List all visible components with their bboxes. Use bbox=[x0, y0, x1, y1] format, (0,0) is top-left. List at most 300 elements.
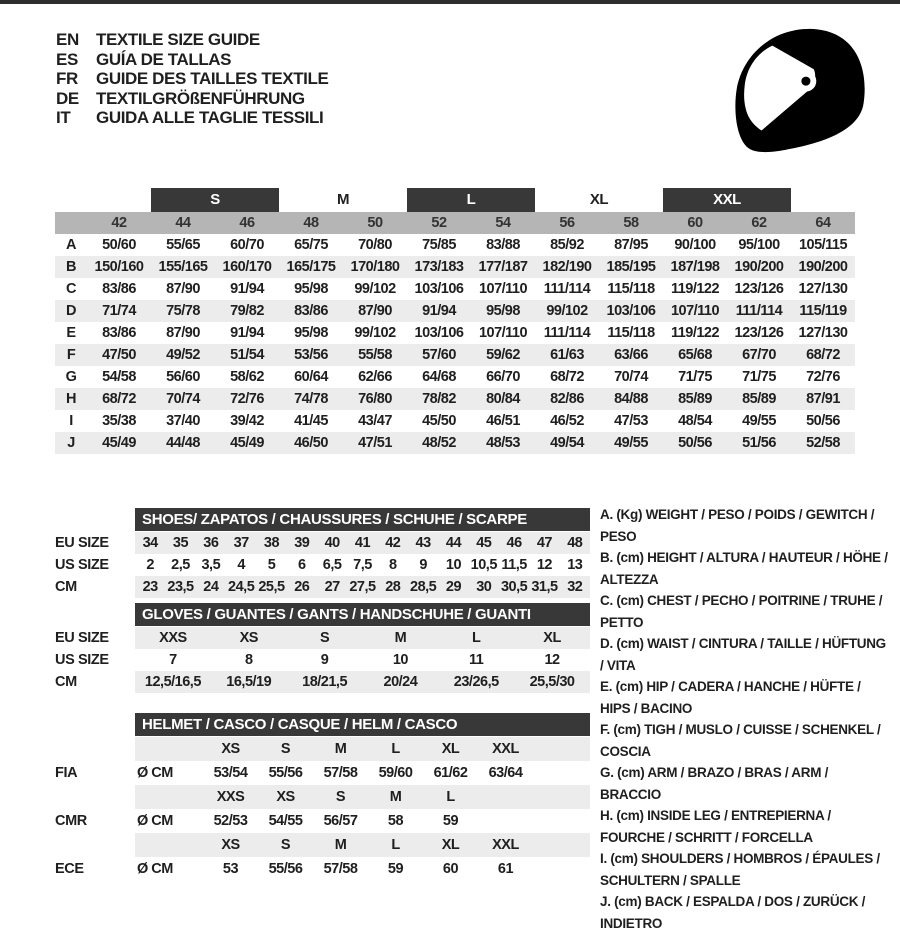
measure-value: 39/42 bbox=[230, 413, 264, 429]
guide-title: GUIDA ALLE TAGLIE TESSILI bbox=[96, 108, 324, 127]
measure-value: 83/86 bbox=[294, 303, 328, 319]
measure-value: 115/119 bbox=[799, 303, 847, 319]
measure-value: 61/63 bbox=[550, 347, 584, 363]
table-row bbox=[55, 554, 590, 576]
value-cell: 59/60 bbox=[378, 765, 413, 781]
measure-value: 115/118 bbox=[607, 281, 655, 297]
value-cell: 60 bbox=[442, 861, 459, 877]
value-cell: 57/58 bbox=[323, 861, 358, 877]
measure-value: 87/90 bbox=[166, 325, 200, 341]
value-cell: 61/62 bbox=[433, 765, 468, 781]
measure-value: 45/49 bbox=[102, 435, 136, 451]
row-cells bbox=[135, 761, 590, 785]
language-row bbox=[56, 108, 328, 128]
helmet-size-table bbox=[55, 712, 590, 881]
measure-value: 99/102 bbox=[546, 303, 588, 319]
lead-cell: Ø CM bbox=[137, 861, 173, 877]
measure-value: 90/100 bbox=[674, 237, 716, 253]
value-cell: 55/56 bbox=[268, 861, 303, 877]
measure-value: 64/68 bbox=[422, 369, 456, 385]
size-number: 44 bbox=[175, 215, 191, 231]
measure-row-label: H bbox=[66, 391, 76, 407]
value-cell: 24 bbox=[203, 579, 219, 595]
helmet-icon bbox=[726, 22, 874, 162]
measure-value: 60/70 bbox=[230, 237, 264, 253]
value-cell: 12,5/16,5 bbox=[144, 674, 201, 690]
language-row bbox=[56, 69, 328, 89]
value-cell: XL bbox=[441, 837, 460, 853]
value-cell: 10 bbox=[445, 557, 462, 573]
value-cell: 35 bbox=[172, 535, 189, 551]
measure-value: 79/82 bbox=[230, 303, 264, 319]
row-cells bbox=[135, 857, 590, 881]
measure-value: 59/62 bbox=[486, 347, 520, 363]
measure-row-label: D bbox=[66, 303, 76, 319]
measure-value: 185/195 bbox=[606, 259, 656, 275]
value-cell: 42 bbox=[385, 535, 401, 551]
value-cell: 54/55 bbox=[268, 813, 303, 829]
measure-value: 80/84 bbox=[486, 391, 520, 407]
value-cell: 63/64 bbox=[488, 765, 523, 781]
value-cell: 52/53 bbox=[213, 813, 248, 829]
row-cells bbox=[135, 833, 590, 857]
measure-row bbox=[55, 322, 855, 344]
value-cell: 36 bbox=[203, 535, 219, 551]
measure-row-label: E bbox=[66, 325, 76, 341]
value-cell: 9 bbox=[419, 557, 427, 573]
value-cell: 6,5 bbox=[322, 557, 342, 573]
value-cell: 26 bbox=[294, 579, 310, 595]
measure-value: 187/198 bbox=[670, 259, 720, 275]
language-code: IT bbox=[56, 108, 71, 127]
measure-value: 50/56 bbox=[806, 413, 840, 429]
measure-value: 83/86 bbox=[102, 325, 136, 341]
row-label: ECE bbox=[55, 861, 84, 877]
size-number: 62 bbox=[751, 215, 767, 231]
value-cell: 9 bbox=[320, 652, 329, 668]
measure-value: 60/64 bbox=[294, 369, 328, 385]
measure-value: 62/66 bbox=[358, 369, 392, 385]
value-cell: 27,5 bbox=[349, 579, 376, 595]
table-row bbox=[55, 671, 590, 693]
size-number: 54 bbox=[495, 215, 511, 231]
value-cell: 55/56 bbox=[268, 765, 303, 781]
row-cells bbox=[135, 809, 590, 833]
measure-value: 111/114 bbox=[543, 325, 591, 341]
value-cell: 23 bbox=[142, 579, 158, 595]
value-cell: 10,5 bbox=[470, 557, 497, 573]
value-cell: XS bbox=[221, 837, 240, 853]
legend-item: A. (Kg) WEIGHT / PESO / POIDS / GEWITCH / PESO bbox=[600, 507, 875, 544]
measure-value: 48/52 bbox=[422, 435, 456, 451]
row-cells bbox=[135, 576, 590, 598]
row-label: CM bbox=[55, 579, 77, 595]
value-cell: 45 bbox=[476, 535, 492, 551]
value-cell: 8 bbox=[244, 652, 253, 668]
value-cell: 32 bbox=[567, 579, 583, 595]
size-number: 52 bbox=[431, 215, 447, 231]
value-cell: 28,5 bbox=[410, 579, 437, 595]
measure-value: 72/76 bbox=[230, 391, 264, 407]
measure-value: 165/175 bbox=[286, 259, 336, 275]
row-cells bbox=[135, 649, 590, 671]
measure-row bbox=[55, 234, 855, 256]
value-cell: 47 bbox=[536, 535, 552, 551]
shoes-size-table bbox=[55, 508, 590, 598]
legend-item: J. (cm) BACK / ESPALDA / DOS / ZURÜCK / INDIETRO bbox=[600, 894, 866, 931]
measure-value: 72/76 bbox=[806, 369, 840, 385]
measure-value: 44/48 bbox=[166, 435, 200, 451]
measure-value: 190/200 bbox=[734, 259, 784, 275]
measure-value: 107/110 bbox=[478, 325, 528, 341]
value-cell: XXL bbox=[492, 741, 519, 757]
row-label: US SIZE bbox=[55, 652, 109, 668]
measure-value: 170/180 bbox=[350, 259, 400, 275]
measure-value: 78/82 bbox=[422, 391, 456, 407]
table-row bbox=[55, 649, 590, 671]
measure-value: 70/80 bbox=[358, 237, 392, 253]
measure-value: 65/75 bbox=[294, 237, 328, 253]
measure-value: 85/89 bbox=[742, 391, 776, 407]
value-cell: XXS bbox=[159, 630, 187, 646]
measure-value: 82/86 bbox=[550, 391, 584, 407]
measure-value: 46/52 bbox=[550, 413, 584, 429]
measure-value: 190/200 bbox=[798, 259, 848, 275]
table-row bbox=[55, 833, 590, 857]
measure-value: 127/130 bbox=[798, 281, 848, 297]
measure-value: 45/49 bbox=[230, 435, 264, 451]
measure-value: 123/126 bbox=[734, 325, 784, 341]
measure-value: 103/106 bbox=[606, 303, 656, 319]
textile-size-table bbox=[55, 188, 855, 454]
size-group-row bbox=[55, 188, 855, 212]
top-border-rule bbox=[0, 0, 900, 4]
legend-item: B. (cm) HEIGHT / ALTURA / HAUTEUR / HÖHE / ALTEZZA bbox=[600, 550, 888, 587]
measure-value: 87/90 bbox=[166, 281, 200, 297]
value-cell: S bbox=[335, 789, 346, 805]
value-cell: 57/58 bbox=[323, 765, 358, 781]
measure-value: 91/94 bbox=[230, 281, 264, 297]
measure-value: 49/52 bbox=[166, 347, 200, 363]
measure-value: 127/130 bbox=[798, 325, 848, 341]
measure-row-label: F bbox=[66, 347, 76, 363]
value-cell: 29 bbox=[445, 579, 462, 595]
measure-value: 58/62 bbox=[230, 369, 264, 385]
table-title-row bbox=[55, 603, 590, 626]
value-cell: 27 bbox=[324, 579, 340, 595]
size-number: 42 bbox=[111, 215, 127, 231]
measure-value: 155/165 bbox=[158, 259, 208, 275]
row-cells bbox=[135, 737, 590, 761]
measure-value: 51/54 bbox=[230, 347, 264, 363]
measure-value: 48/54 bbox=[678, 413, 712, 429]
value-cell: 6 bbox=[298, 557, 306, 573]
measure-row bbox=[55, 300, 855, 322]
value-cell: L bbox=[472, 630, 481, 646]
value-cell: 39 bbox=[294, 535, 310, 551]
value-cell: 23/26,5 bbox=[453, 674, 499, 690]
value-cell: 46 bbox=[506, 535, 522, 551]
legend-item: H. (cm) INSIDE LEG / ENTREPIERNA / FOURCHE / SCHRITT / FORCELLA bbox=[600, 808, 831, 845]
row-cells bbox=[135, 627, 590, 649]
measure-value: 173/183 bbox=[414, 259, 464, 275]
measure-value: 41/45 bbox=[294, 413, 328, 429]
legend-item: E. (cm) HIP / CADERA / HANCHE / HÜFTE / HIPS / BACINO bbox=[600, 679, 861, 716]
value-cell: 44 bbox=[445, 535, 462, 551]
measure-value: 85/92 bbox=[550, 237, 584, 253]
measure-value: 46/51 bbox=[486, 413, 520, 429]
value-cell: 59 bbox=[442, 813, 459, 829]
value-cell: 18/21,5 bbox=[302, 674, 348, 690]
measure-value: 75/78 bbox=[166, 303, 200, 319]
value-cell: 53/54 bbox=[213, 765, 248, 781]
value-cell: L bbox=[446, 789, 455, 805]
measure-value: 55/65 bbox=[166, 237, 200, 253]
legend-item: D. (cm) WAIST / CINTURA / TAILLE / HÜFTUNG / VITA bbox=[600, 636, 886, 673]
measure-value: 91/94 bbox=[230, 325, 264, 341]
size-group-label: XXL bbox=[663, 188, 791, 212]
measure-value: 91/94 bbox=[422, 303, 456, 319]
table-row bbox=[55, 532, 590, 554]
language-code: ES bbox=[56, 49, 78, 69]
measure-value: 111/114 bbox=[543, 281, 591, 297]
table-row bbox=[55, 576, 590, 598]
measure-value: 115/118 bbox=[607, 325, 655, 341]
measure-value: 71/75 bbox=[678, 369, 712, 385]
value-cell: 31,5 bbox=[531, 579, 558, 595]
measure-value: 85/89 bbox=[678, 391, 712, 407]
value-cell: 59 bbox=[387, 861, 404, 877]
measure-value: 53/56 bbox=[294, 347, 328, 363]
measure-value: 119/122 bbox=[670, 325, 720, 341]
measure-value: 57/60 bbox=[422, 347, 456, 363]
legend-item: I. (cm) SHOULDERS / HOMBROS / ÉPAULES / SCHULTERN / SPALLE bbox=[600, 851, 880, 888]
size-number: 48 bbox=[303, 215, 319, 231]
measure-value: 56/60 bbox=[166, 369, 200, 385]
measure-value: 68/72 bbox=[550, 369, 584, 385]
value-cell: 16,5/19 bbox=[226, 674, 272, 690]
value-cell: 11 bbox=[469, 652, 484, 668]
measure-row-label: B bbox=[66, 259, 76, 275]
measure-value: 95/98 bbox=[294, 325, 328, 341]
measure-value: 54/58 bbox=[102, 369, 136, 385]
value-cell: 20/24 bbox=[383, 674, 418, 690]
measure-row bbox=[55, 256, 855, 278]
value-cell: 23,5 bbox=[167, 579, 194, 595]
value-cell: 58 bbox=[387, 813, 404, 829]
table-title-row bbox=[55, 712, 590, 736]
row-cells bbox=[135, 554, 590, 576]
measure-value: 95/100 bbox=[738, 237, 780, 253]
value-cell: 40 bbox=[324, 535, 340, 551]
value-cell: M bbox=[334, 741, 347, 757]
measure-value: 48/53 bbox=[486, 435, 520, 451]
measure-value: 74/78 bbox=[294, 391, 328, 407]
measure-row bbox=[55, 278, 855, 300]
measure-value: 95/98 bbox=[486, 303, 520, 319]
measure-value: 50/60 bbox=[102, 237, 136, 253]
measure-value: 99/102 bbox=[354, 281, 396, 297]
measure-value: 99/102 bbox=[354, 325, 396, 341]
measure-row-label: J bbox=[67, 435, 75, 451]
value-cell: XS bbox=[276, 789, 295, 805]
size-number-row bbox=[55, 212, 855, 234]
measure-value: 49/54 bbox=[550, 435, 584, 451]
measure-row-label: I bbox=[69, 413, 73, 429]
value-cell: 3,5 bbox=[201, 557, 221, 573]
measure-value: 50/56 bbox=[678, 435, 712, 451]
value-cell: 41 bbox=[354, 535, 371, 551]
measure-value: 35/38 bbox=[102, 413, 136, 429]
measure-value: 52/58 bbox=[806, 435, 840, 451]
lead-cell: Ø CM bbox=[137, 813, 173, 829]
value-cell: 37 bbox=[233, 535, 249, 551]
value-cell: 7 bbox=[169, 652, 177, 668]
bottom-tables bbox=[55, 508, 590, 881]
measure-value: 65/68 bbox=[678, 347, 712, 363]
value-cell: 24,5 bbox=[228, 579, 255, 595]
measure-value: 47/51 bbox=[358, 435, 392, 451]
value-cell: 30,5 bbox=[500, 579, 528, 595]
value-cell: XL bbox=[441, 741, 460, 757]
measure-row bbox=[55, 344, 855, 366]
measure-value: 71/74 bbox=[102, 303, 136, 319]
value-cell: 5 bbox=[267, 557, 276, 573]
guide-title: TEXTILE SIZE GUIDE bbox=[96, 30, 260, 49]
value-cell: 25,5/30 bbox=[529, 674, 575, 690]
measure-row bbox=[55, 432, 855, 454]
value-cell: 61 bbox=[497, 861, 514, 877]
measure-value: 43/47 bbox=[358, 413, 392, 429]
language-row bbox=[56, 89, 328, 109]
measure-value: 51/56 bbox=[742, 435, 776, 451]
value-cell: M bbox=[334, 837, 347, 853]
value-cell: 43 bbox=[415, 535, 431, 551]
measure-value: 123/126 bbox=[734, 281, 784, 297]
measure-value: 83/86 bbox=[102, 281, 136, 297]
language-row bbox=[56, 30, 328, 50]
row-cells bbox=[135, 671, 590, 693]
measure-value: 45/50 bbox=[422, 413, 456, 429]
measure-value: 63/66 bbox=[614, 347, 648, 363]
value-cell: M bbox=[394, 630, 407, 646]
value-cell: S bbox=[280, 741, 291, 757]
measure-value: 160/170 bbox=[222, 259, 272, 275]
row-label: CMR bbox=[55, 813, 87, 829]
measure-value: 107/110 bbox=[670, 303, 720, 319]
size-number: 60 bbox=[687, 215, 703, 231]
measure-value: 182/190 bbox=[542, 259, 592, 275]
value-cell: XS bbox=[221, 741, 240, 757]
measure-value: 111/114 bbox=[735, 303, 783, 319]
guide-title: GUÍA DE TALLAS bbox=[96, 49, 232, 69]
value-cell: 38 bbox=[263, 535, 280, 551]
value-cell: 25,5 bbox=[258, 579, 285, 595]
measure-row-label: A bbox=[66, 237, 76, 253]
row-cells bbox=[135, 785, 590, 809]
value-cell: L bbox=[391, 837, 400, 853]
language-code: DE bbox=[56, 88, 79, 108]
measure-value: 75/85 bbox=[422, 237, 456, 253]
value-cell: 28 bbox=[385, 579, 401, 595]
language-code: FR bbox=[56, 69, 78, 88]
value-cell: 10 bbox=[392, 652, 408, 668]
legend-item: C. (cm) CHEST / PECHO / POITRINE / TRUHE / PETTO bbox=[600, 593, 883, 630]
row-label: EU SIZE bbox=[55, 535, 109, 551]
measure-value: 83/88 bbox=[486, 237, 520, 253]
value-cell: 11,5 bbox=[501, 557, 527, 573]
size-number: 58 bbox=[623, 215, 639, 231]
table-row bbox=[55, 857, 590, 881]
table-title-bar: GLOVES / GUANTES / GANTS / HANDSCHUHE / GUANTI bbox=[135, 603, 590, 626]
table-title-row bbox=[55, 508, 590, 531]
measure-row bbox=[55, 410, 855, 432]
measure-value: 177/187 bbox=[478, 259, 528, 275]
measure-value: 47/53 bbox=[614, 413, 648, 429]
measurement-legend bbox=[600, 504, 891, 934]
size-number: 56 bbox=[559, 215, 575, 231]
measure-value: 76/80 bbox=[358, 391, 392, 407]
lead-cell: Ø CM bbox=[137, 765, 173, 781]
measure-value: 68/72 bbox=[102, 391, 136, 407]
value-cell: 56/57 bbox=[323, 813, 358, 829]
value-cell: 2 bbox=[146, 557, 154, 573]
size-number: 46 bbox=[239, 215, 255, 231]
size-number: 64 bbox=[815, 215, 831, 231]
value-cell: S bbox=[319, 630, 330, 646]
size-group-label: S bbox=[151, 188, 279, 212]
measure-value: 55/58 bbox=[358, 347, 392, 363]
value-cell: 7,5 bbox=[353, 557, 372, 573]
table-title-bar: SHOES/ ZAPATOS / CHAUSSURES / SCHUHE / SCARPE bbox=[135, 508, 590, 531]
table-title-bar: HELMET / CASCO / CASQUE / HELM / CASCO bbox=[135, 713, 590, 736]
value-cell: 8 bbox=[389, 557, 397, 573]
measure-value: 105/115 bbox=[798, 237, 848, 253]
row-label: CM bbox=[55, 674, 77, 690]
value-cell: M bbox=[389, 789, 402, 805]
row-label: US SIZE bbox=[55, 557, 109, 573]
language-row bbox=[56, 50, 328, 70]
measure-row-label: C bbox=[66, 281, 76, 297]
measure-value: 70/74 bbox=[614, 369, 648, 385]
value-cell: 2,5 bbox=[171, 557, 190, 573]
measure-value: 46/50 bbox=[294, 435, 328, 451]
measure-value: 49/55 bbox=[614, 435, 648, 451]
value-cell: XL bbox=[543, 630, 561, 646]
size-group-spacer bbox=[55, 188, 151, 212]
measure-value: 87/90 bbox=[358, 303, 392, 319]
measure-value: 107/110 bbox=[478, 281, 528, 297]
table-row bbox=[55, 737, 590, 761]
measure-row-label: G bbox=[65, 369, 77, 385]
guide-title: TEXTILGRÖßENFÜHRUNG bbox=[96, 88, 305, 108]
measure-value: 95/98 bbox=[294, 281, 328, 297]
value-cell: S bbox=[280, 837, 291, 853]
measure-value: 49/55 bbox=[742, 413, 776, 429]
measure-value: 70/74 bbox=[166, 391, 200, 407]
language-title-list bbox=[56, 30, 328, 128]
measure-value: 150/160 bbox=[94, 259, 144, 275]
measure-value: 37/40 bbox=[166, 413, 200, 429]
value-cell: XXS bbox=[216, 789, 245, 805]
row-cells bbox=[135, 532, 590, 554]
measure-value: 66/70 bbox=[486, 369, 520, 385]
guide-title: GUIDE DES TAILLES TEXTILE bbox=[96, 69, 329, 88]
row-label: FIA bbox=[55, 765, 78, 781]
value-cell: 12 bbox=[544, 652, 560, 668]
gloves-size-table bbox=[55, 603, 590, 693]
language-code: EN bbox=[56, 30, 79, 49]
